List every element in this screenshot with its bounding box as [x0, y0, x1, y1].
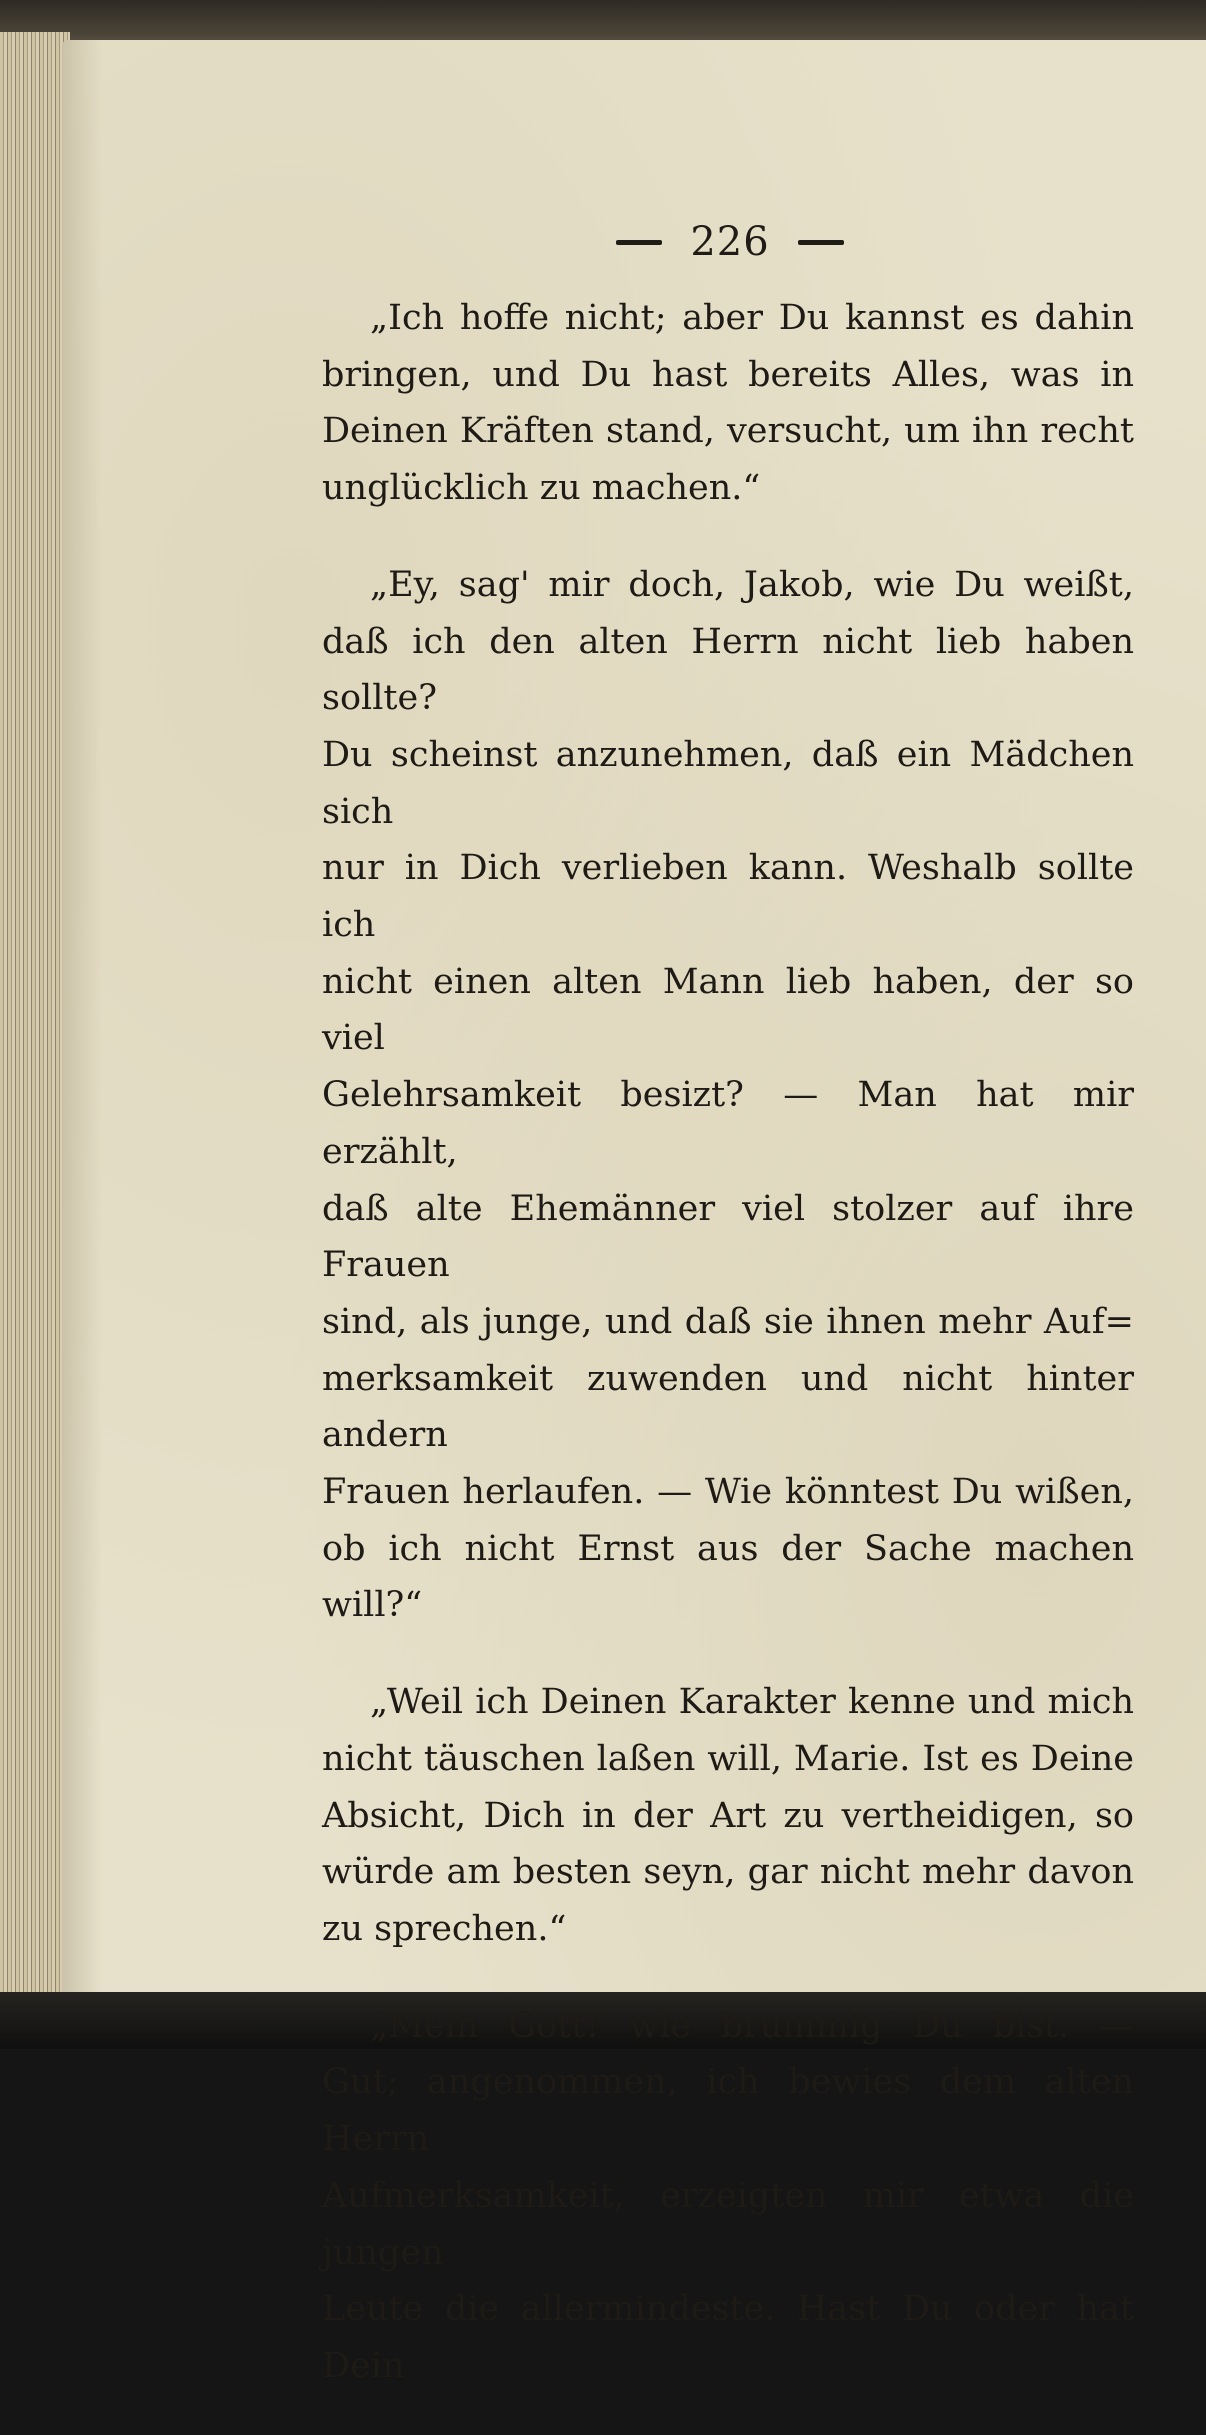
paragraph-1: [322, 290, 1134, 517]
page-header: [600, 212, 860, 272]
text-line: Gut; angenommen, ich bewies dem alten Herrn: [322, 2062, 1134, 2160]
text-line: zu sprechen.“: [322, 1908, 567, 1949]
text-line: daß ich den alten Herrn nicht lieb haben sollte?: [322, 621, 1134, 719]
text-line: „Ich hoffe nicht; aber Du kannst es dahin: [370, 298, 1134, 338]
text-line: würde am besten seyn, gar nicht mehr davon: [322, 1852, 1134, 1893]
text-line: „Weil ich Deinen Karakter kenne und mich: [370, 1682, 1134, 1723]
text-line: Du scheinst anzunehmen, daß ein Mädchen sich: [322, 734, 1134, 832]
text-line: daß alte Ehemänner viel stolzer auf ihre Frauen: [322, 1188, 1134, 1286]
page-edges: [0, 32, 70, 2007]
text-line: Aufmerksamkeit, erzeigten mir etwa die jungen: [322, 2175, 1134, 2273]
text-line: nicht einen alten Mann lieb haben, der so viel: [322, 961, 1134, 1059]
text-line: bringen, und Du hast bereits Alles, was in: [322, 354, 1134, 395]
text-line: nicht täuschen laßen will, Marie. Ist es Deine: [322, 1738, 1134, 1779]
paragraph-2: [322, 557, 1134, 1634]
text-line: Leute die allermindeste. Hast Du oder hat Dein: [322, 2289, 1134, 2386]
text-line: merksamkeit zuwenden und nicht hinter andern: [322, 1358, 1134, 1456]
header-dash-right: [798, 240, 844, 245]
paragraph-4: [322, 1998, 1134, 2395]
text-line: Deinen Kräften stand, versucht, um ihn recht: [322, 411, 1134, 452]
body-text: [322, 290, 1134, 2435]
text-line: unglücklich zu machen.“: [322, 468, 761, 509]
page-number: 226: [690, 219, 770, 265]
text-line: Frauen herlaufen. — Wie könntest Du wißen,: [322, 1472, 1134, 1513]
text-line: nur in Dich verlieben kann. Weshalb sollte ich: [322, 848, 1134, 946]
text-line: sind, als junge, und daß sie ihnen mehr Auf=: [322, 1301, 1134, 1342]
text-line: „Ey, sag' mir doch, Jakob, wie Du weißt,: [370, 564, 1134, 605]
text-line: ob ich nicht Ernst aus der Sache machen will?“: [322, 1528, 1134, 1626]
text-line: Gelehrsamkeit besizt? — Man hat mir erzählt,: [322, 1075, 1134, 1172]
text-line: Absicht, Dich in der Art zu vertheidigen, so: [322, 1795, 1134, 1836]
paragraph-3: [322, 1674, 1134, 1958]
header-dash-left: [616, 240, 662, 245]
text-line: „Mein Gott! wie brummig Du bist. —: [370, 2005, 1134, 2046]
